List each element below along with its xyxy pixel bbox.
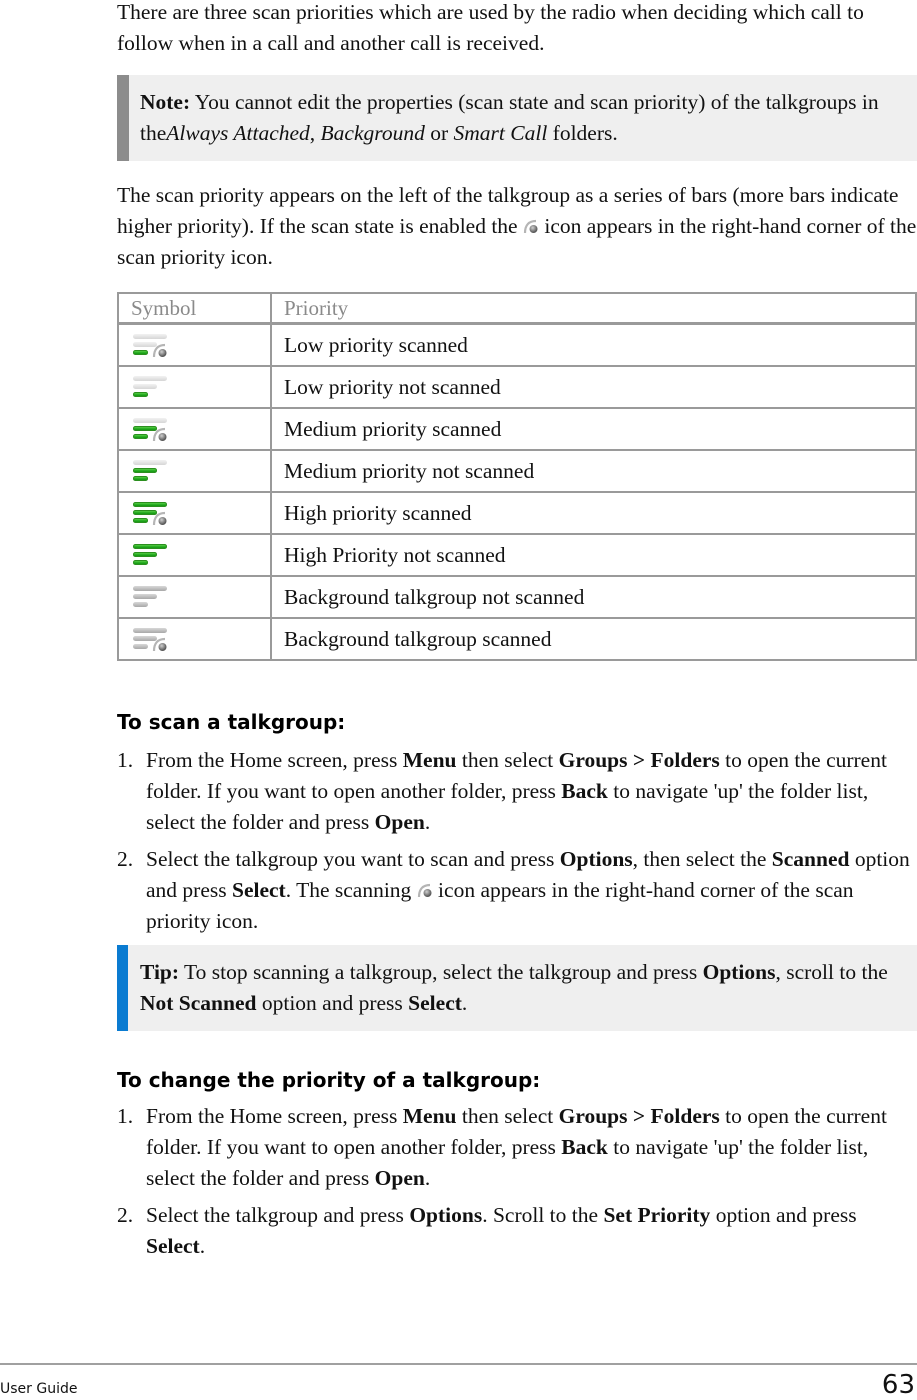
- step-text: then select: [456, 748, 559, 772]
- priority-label: Low priority scanned: [271, 324, 916, 367]
- high-priority-not-scanned-icon: [131, 542, 171, 568]
- select-key: Select: [146, 1234, 200, 1258]
- scan-icon: [417, 882, 433, 898]
- tip-text: , scroll to the: [775, 960, 888, 984]
- low-priority-not-scanned-icon: [131, 374, 171, 400]
- priority-bar: [133, 376, 167, 381]
- step-text: . The scanning: [285, 878, 417, 902]
- select-key: Select: [231, 878, 286, 902]
- column-header-priority: Priority: [271, 293, 916, 324]
- priority-bar: [133, 560, 148, 565]
- open-key: Open: [374, 1166, 425, 1190]
- priority-bar: [133, 552, 157, 557]
- symbol-cell: [118, 534, 271, 576]
- page-number: 63: [881, 1370, 915, 1400]
- priority-bar: [133, 350, 148, 355]
- scan-steps-list: [117, 745, 917, 943]
- step-text: , then select the: [632, 847, 772, 871]
- note-sep: or: [424, 121, 454, 145]
- step-text: option and press: [146, 847, 910, 902]
- step-text: Select the talkgroup and press: [146, 1203, 410, 1227]
- table-row: [118, 324, 916, 367]
- priority-bar: [133, 502, 167, 507]
- table-row: [118, 576, 916, 618]
- priority-bar: [133, 544, 167, 549]
- step-number: 1.: [117, 748, 134, 772]
- medium-priority-scanned-icon: [131, 416, 171, 442]
- priority-bar: [133, 460, 167, 465]
- step-text: then select: [456, 1104, 559, 1128]
- priority-bar: [133, 334, 167, 339]
- list-item: [117, 1200, 917, 1262]
- description-text-end: icon appears in the right-hand corner of the scan priority icon.: [117, 214, 917, 269]
- footer-title: User Guide: [0, 1381, 78, 1397]
- scan-talkgroup-heading: To scan a talkgroup:: [117, 710, 346, 734]
- priority-bar: [133, 518, 148, 523]
- table-row: [118, 534, 916, 576]
- note-label: Note:: [140, 90, 191, 114]
- note-callout: [117, 75, 917, 161]
- background-not-scanned-icon: [131, 584, 171, 610]
- scanned-option: Scanned: [771, 847, 850, 871]
- background-scanned-icon: [131, 626, 171, 652]
- symbol-cell: [118, 618, 271, 660]
- step-text: . Scroll to the: [482, 1203, 604, 1227]
- back-key: Back: [561, 779, 608, 803]
- tip-callout: [117, 945, 917, 1031]
- symbol-cell: [118, 324, 271, 367]
- select-key: Select: [408, 991, 462, 1015]
- symbol-cell: [118, 450, 271, 492]
- step-text: From the Home screen, press: [146, 748, 403, 772]
- change-steps-list: [117, 1101, 917, 1268]
- symbol-cell: [118, 408, 271, 450]
- note-sep: ,: [309, 121, 321, 145]
- note-text-end: folders.: [547, 121, 618, 145]
- scan-icon: [523, 218, 539, 234]
- column-header-symbol: Symbol: [118, 293, 271, 324]
- groups-folders-path: Groups > Folders: [558, 748, 720, 772]
- step-text: Select the talkgroup you want to scan and press: [146, 847, 560, 871]
- scan-icon: [152, 426, 168, 442]
- symbol-cell: [118, 366, 271, 408]
- step-text: .: [424, 1166, 431, 1190]
- groups-folders-path: Groups > Folders: [558, 1104, 720, 1128]
- scan-icon: [152, 510, 168, 526]
- step-text: icon appears in the right-hand corner of the scan priority icon.: [146, 878, 854, 933]
- priority-bar: [133, 594, 157, 599]
- step-text: From the Home screen, press: [146, 1104, 403, 1128]
- low-priority-scanned-icon: [131, 332, 171, 358]
- step-number: 1.: [117, 1104, 134, 1128]
- list-item: [117, 1101, 917, 1194]
- folder-smart-call: Smart Call: [453, 121, 548, 145]
- tip-text: To stop scanning a talkgroup, select the talkgroup and press: [179, 960, 703, 984]
- priority-label: Background talkgroup not scanned: [271, 576, 916, 618]
- scan-icon: [152, 342, 168, 358]
- list-item: [117, 745, 917, 838]
- options-key: Options: [409, 1203, 483, 1227]
- priority-bar: [133, 476, 148, 481]
- step-number: 2.: [117, 1203, 134, 1227]
- table-row: [118, 492, 916, 534]
- medium-priority-not-scanned-icon: [131, 458, 171, 484]
- folder-background: Background: [320, 121, 425, 145]
- step-number: 2.: [117, 847, 134, 871]
- table-row: [118, 366, 916, 408]
- priority-bar: [133, 384, 157, 389]
- priority-bar: [133, 586, 167, 591]
- step-text: .: [199, 1234, 206, 1258]
- priority-bar: [133, 468, 157, 473]
- options-key: Options: [702, 960, 776, 984]
- symbol-cell: [118, 576, 271, 618]
- set-priority-option: Set Priority: [603, 1203, 711, 1227]
- table-row: [118, 450, 916, 492]
- step-text: .: [424, 810, 431, 834]
- scan-icon: [152, 636, 168, 652]
- step-text: to open the current folder. If you want to open another folder, press: [146, 1104, 887, 1159]
- table-row: [118, 408, 916, 450]
- priority-bar: [133, 418, 167, 423]
- priority-bar: [133, 628, 167, 633]
- step-text: to navigate 'up' the folder list, select the folder and press: [146, 1135, 869, 1190]
- priority-label: Background talkgroup scanned: [271, 618, 916, 660]
- table-header-row: [118, 293, 916, 324]
- not-scanned-option: Not Scanned: [140, 991, 257, 1015]
- step-text: to open the current folder. If you want to open another folder, press: [146, 748, 887, 803]
- menu-key: Menu: [402, 1104, 457, 1128]
- step-text: option and press: [710, 1203, 857, 1227]
- priority-label: High priority scanned: [271, 492, 916, 534]
- priority-table: [117, 292, 917, 661]
- priority-label: High Priority not scanned: [271, 534, 916, 576]
- priority-label: Medium priority not scanned: [271, 450, 916, 492]
- priority-bar: [133, 392, 148, 397]
- priority-label: Medium priority scanned: [271, 408, 916, 450]
- tip-text: .: [461, 991, 468, 1015]
- priority-bar: [133, 434, 148, 439]
- change-priority-heading: To change the priority of a talkgroup:: [117, 1068, 541, 1092]
- description-paragraph: [117, 180, 917, 273]
- priority-label: Low priority not scanned: [271, 366, 916, 408]
- menu-key: Menu: [402, 748, 457, 772]
- options-key: Options: [559, 847, 633, 871]
- table-row: [118, 618, 916, 660]
- footer-divider: [0, 1363, 917, 1365]
- symbol-cell: [118, 492, 271, 534]
- priority-bar: [133, 644, 148, 649]
- high-priority-scanned-icon: [131, 500, 171, 526]
- folder-always-attached: Always Attached: [166, 121, 310, 145]
- step-text: to navigate 'up' the folder list, select the folder and press: [146, 779, 869, 834]
- tip-label: Tip:: [140, 960, 180, 984]
- priority-bar: [133, 602, 148, 607]
- intro-paragraph: There are three scan priorities which are used by the radio when deciding which call to follow when in a call and another call is received.: [117, 0, 864, 55]
- description-text: The scan priority appears on the left of the talkgroup as a series of bars (more bars indicate higher priority). If the scan state is enabled the: [117, 183, 899, 238]
- back-key: Back: [561, 1135, 608, 1159]
- note-text: You cannot edit the properties (scan state and scan priority) of the talkgroups in the: [140, 90, 879, 145]
- list-item: [117, 844, 917, 937]
- open-key: Open: [374, 810, 425, 834]
- tip-text: option and press: [256, 991, 409, 1015]
